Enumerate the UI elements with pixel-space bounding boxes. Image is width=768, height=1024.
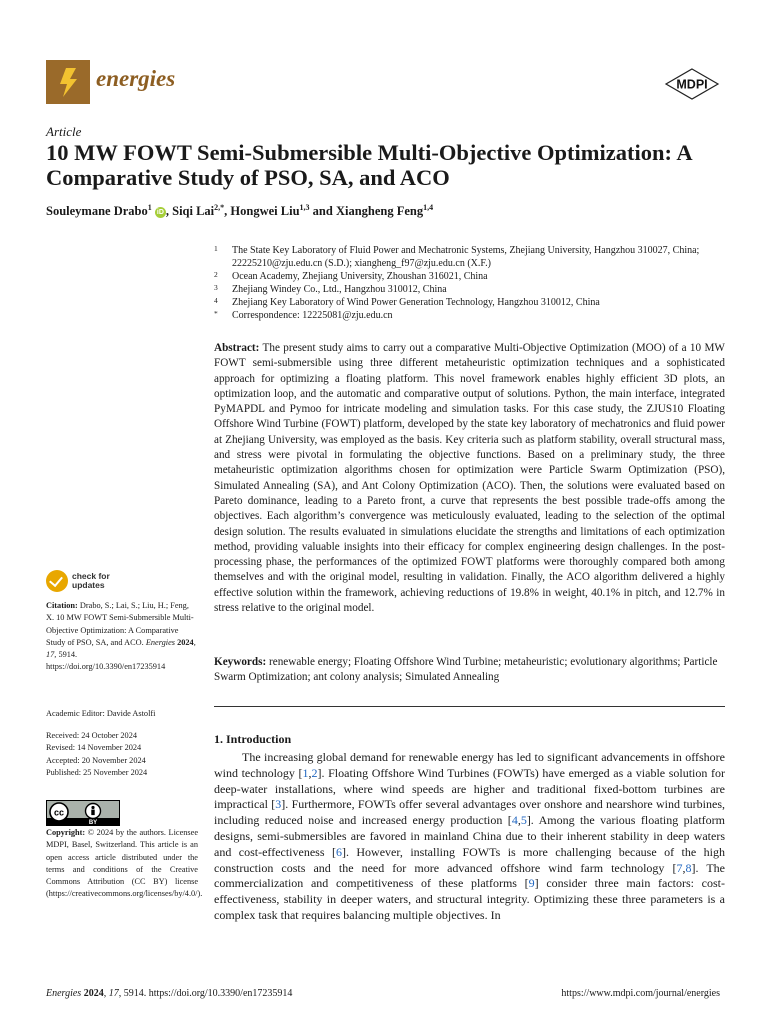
author-separator: , bbox=[165, 204, 173, 219]
citation-block: Citation: Drabo, S.; Lai, S.; Liu, H.; Feng, X. 10 MW FOWT Semi-Submersible Multi-Objective Optimization: A Comparative Study of PSO, SA, and ACO. Energies 2024, 17, 5914. https://doi.org/10.3390/en17235914 bbox=[46, 601, 196, 672]
citation-journal: Energies bbox=[145, 637, 176, 647]
intro-text: ]. The commercialization and competitiveness of these platforms [ bbox=[214, 860, 726, 891]
publication-dates bbox=[46, 730, 198, 779]
copyright-label: Copyright: bbox=[46, 828, 86, 837]
copyright-notice bbox=[46, 827, 203, 901]
keywords-text: renewable energy; Floating Offshore Wind Turbine; metaheuristic; evolutionary algorithms; Particle Swarm Optimization; ant colony analysis; Simulated Annealing bbox=[214, 656, 718, 684]
citation-label: Citation: bbox=[46, 601, 78, 610]
check-for-updates-button[interactable] bbox=[46, 570, 126, 600]
affiliation-number: 2 bbox=[214, 270, 218, 279]
date-line: Received: 24 October 2024 bbox=[46, 731, 138, 740]
journal-name[interactable]: energies bbox=[96, 66, 176, 91]
author-separator: and bbox=[309, 204, 336, 219]
affiliations bbox=[214, 244, 726, 322]
journal-logo bbox=[46, 60, 90, 104]
affiliation-text: Zhejiang Key Laboratory of Wind Power Generation Technology, Hangzhou 310012, China bbox=[232, 297, 600, 308]
affiliation-number: 3 bbox=[214, 283, 218, 292]
citation-link[interactable]: 7 bbox=[676, 860, 683, 875]
intro-text: , bbox=[308, 765, 312, 780]
footer-citation: Energies 2024, 17, 5914. https://doi.org/10.3390/en17235914 bbox=[46, 988, 293, 999]
lightning-icon bbox=[46, 60, 90, 104]
date-line: Revised: 14 November 2024 bbox=[46, 743, 142, 753]
keywords-label: Keywords: bbox=[214, 656, 267, 668]
affiliation-item bbox=[214, 309, 726, 322]
affiliation-text: Correspondence: 12225081@zju.edu.cn bbox=[232, 310, 393, 321]
intro-text: ] consider three main factors: cost-effectiveness, stability in deeper waters, and structural integrity. Optimizing these three parameters is a complex task that requires balancing multiple objectives. In bbox=[214, 876, 725, 922]
author-name[interactable]: Xiangheng Feng bbox=[335, 204, 424, 219]
citation-pre: Drabo, S.; Lai, S.; Liu, H.; Feng, X. 10 MW FOWT Semi-Submersible Multi-Objective Optimization: A Comparative Study of PSO, SA, and ACO. bbox=[46, 601, 194, 647]
footer-doi[interactable]: , 5914. https://doi.org/10.3390/en17235914 bbox=[118, 988, 293, 999]
keywords bbox=[214, 655, 725, 686]
citation-link[interactable]: 4 bbox=[511, 813, 518, 828]
abstract-label: Abstract: bbox=[214, 342, 260, 354]
article-type: Article bbox=[46, 124, 82, 139]
date-line: Published: 25 November 2024 bbox=[46, 767, 148, 777]
check-updates-label: check for updates bbox=[72, 571, 110, 590]
author-name[interactable]: Siqi Lai bbox=[172, 204, 215, 219]
section-heading: 1. Introduction bbox=[214, 732, 292, 746]
author-affiliation-marker: 1,3 bbox=[299, 203, 310, 212]
abstract bbox=[214, 341, 725, 616]
intro-text: ]. Floating Offshore Wind Turbines (FOWTs) have emerged as a viable solution for deep-water installations, where wind speeds are higher and traditional fixed-bottom turbines are impractical [ bbox=[214, 765, 725, 812]
citation-link[interactable]: 9 bbox=[528, 876, 535, 891]
paper-title: 10 MW FOWT Semi-Submersible Multi-Objective Optimization: A Comparative Study of PSO, SA, and ACO bbox=[46, 140, 692, 190]
footer-journal-url[interactable]: https://www.mdpi.com/journal/energies bbox=[561, 988, 720, 999]
citation-link[interactable]: 3 bbox=[275, 797, 282, 812]
citation-doi[interactable]: , 5914. https://doi.org/10.3390/en17235914 bbox=[46, 650, 166, 672]
copyright-text: © 2024 by the authors. Licensee MDPI, Basel, Switzerland. This article is an open access article distributed under the terms and conditions of the Creative Commons Attribution (CC BY) license (https://creativecommons.org/licenses/by/4.0/). bbox=[46, 828, 203, 899]
footer-volume: 17 bbox=[108, 988, 119, 999]
cc-by-license-badge[interactable] bbox=[46, 800, 120, 826]
checkmark-icon bbox=[46, 570, 68, 592]
author-separator: , bbox=[224, 204, 231, 219]
citation-year: 2024 bbox=[177, 637, 194, 647]
citation-link[interactable]: 2 bbox=[311, 765, 318, 780]
footer-year: 2024 bbox=[83, 988, 104, 999]
affiliation-text: Ocean Academy, Zhejiang University, Zhoushan 316021, China bbox=[232, 271, 488, 282]
intro-text: ]. However, installing FOWTs is more challenging because of the high construction costs and the need for more advanced offshore wind farm technology [ bbox=[214, 844, 725, 875]
svg-text:cc: cc bbox=[53, 807, 65, 818]
affiliation-item bbox=[214, 270, 726, 283]
affiliation-number: * bbox=[214, 309, 218, 318]
intro-text: ]. Furthermore, FOWTs offer several advantages over onshore and nearshore wind turbines, including reduced noise and increased energy production [ bbox=[214, 797, 725, 828]
affiliation-item bbox=[214, 296, 726, 309]
author-list bbox=[46, 203, 726, 219]
citation-link[interactable]: 6 bbox=[335, 844, 342, 859]
intro-text: , bbox=[517, 813, 521, 828]
academic-editor: Academic Editor: Davide Astolfi bbox=[46, 709, 156, 718]
affiliation-item bbox=[214, 244, 726, 270]
author-affiliation-marker: 2,* bbox=[214, 203, 225, 212]
citation-link[interactable]: 5 bbox=[520, 813, 527, 828]
affiliation-number: 4 bbox=[214, 296, 218, 305]
abstract-text: The present study aims to carry out a comparative Multi-Objective Optimization (MOO) of a 10 MW FOWT semi-submersible using three different metaheuristic optimization techniques and a sophisticated approach for optimizing a floating platform. This novel framework enables highly efficient 3D plots, an optimization loop, and the automatic and comparative output of solutions. Python, the main interface, integrated PyMAPDL and Pymoo for intricate modeling and simulation tasks. For this case study, the ZJUS10 Floating Offshore Wind Turbine (FOWT) platform, developed by the state key laboratory of mechatronics and fluid power at Zhejiang University, was employed as the basis. Key criteria such as platform stability, overall structural mass, and stress were pivotal in formulating the objective functions. Based on a preliminary study, the three metaheuristic optimization algorithms chosen for optimization were Particle Swarm Optimization (PSO), Simulated Annealing (SA), and Ant Colony Optimization (ACO). Then, the solutions were evaluated based on Pareto dominance, leading to a Pareto front, a curve that represents the best possible trade-offs among the objectives. Each algorithm’s convergence was meticulously evaluated, leading to the selection of the optimal design solution. The results evaluated in simulations elucidate the strengths and limitations of each optimization method, providing valuable insights into their efficacy for complex engineering design challenges. In the post-processing phase, the performances of the optimized FOWT platforms were thoroughly compared both among themselves and with the original model, resulting in validation. Finally, the ACO algorithm delivered a highly effective solution within the framework, achieving reductions of 19.8% in weight, 40.1% in pitch, and 12.7% in stress relative to the original model. bbox=[214, 342, 725, 615]
author-name[interactable]: Souleymane Drabo bbox=[46, 204, 148, 219]
intro-text: , bbox=[682, 860, 686, 875]
affiliation-text: The State Key Laboratory of Fluid Power and Mechatronic Systems, Zhejiang University, Hangzhou 310027, China; 22225210@zju.edu.cn (S.D.); xiangheng_f97@zju.edu.cn (X.F.) bbox=[232, 245, 700, 269]
footer-journal: Energies bbox=[46, 988, 82, 999]
intro-paragraph bbox=[214, 750, 725, 924]
publisher-name: MDPI bbox=[676, 77, 708, 92]
section-divider bbox=[214, 706, 725, 707]
affiliation-number: 1 bbox=[214, 244, 218, 253]
orcid-icon[interactable]: iD bbox=[156, 209, 164, 217]
intro-text: ]. Among the various floating platform designs, semi-submersibles are favored in mainland China due to their inherent stability in deep waters and cost-effectiveness [ bbox=[214, 813, 726, 859]
affiliation-text: Zhejiang Windey Co., Ltd., Hangzhou 310012, China bbox=[232, 284, 447, 295]
author-affiliation-marker: 1,4 bbox=[423, 203, 434, 212]
affiliation-item bbox=[214, 283, 726, 296]
author-affiliation-marker: 1 bbox=[147, 203, 152, 212]
author-name[interactable]: Hongwei Liu bbox=[230, 204, 300, 219]
citation-link[interactable]: 8 bbox=[685, 860, 692, 875]
intro-text: The increasing global demand for renewable energy has led to significant advancements in offshore wind technology [ bbox=[214, 750, 725, 780]
date-line: Accepted: 20 November 2024 bbox=[46, 755, 146, 765]
publisher-logo[interactable] bbox=[664, 68, 720, 100]
citation-link[interactable]: 1 bbox=[302, 765, 309, 780]
license-badge-label: BY bbox=[88, 820, 98, 825]
citation-volume: 17 bbox=[46, 650, 55, 660]
